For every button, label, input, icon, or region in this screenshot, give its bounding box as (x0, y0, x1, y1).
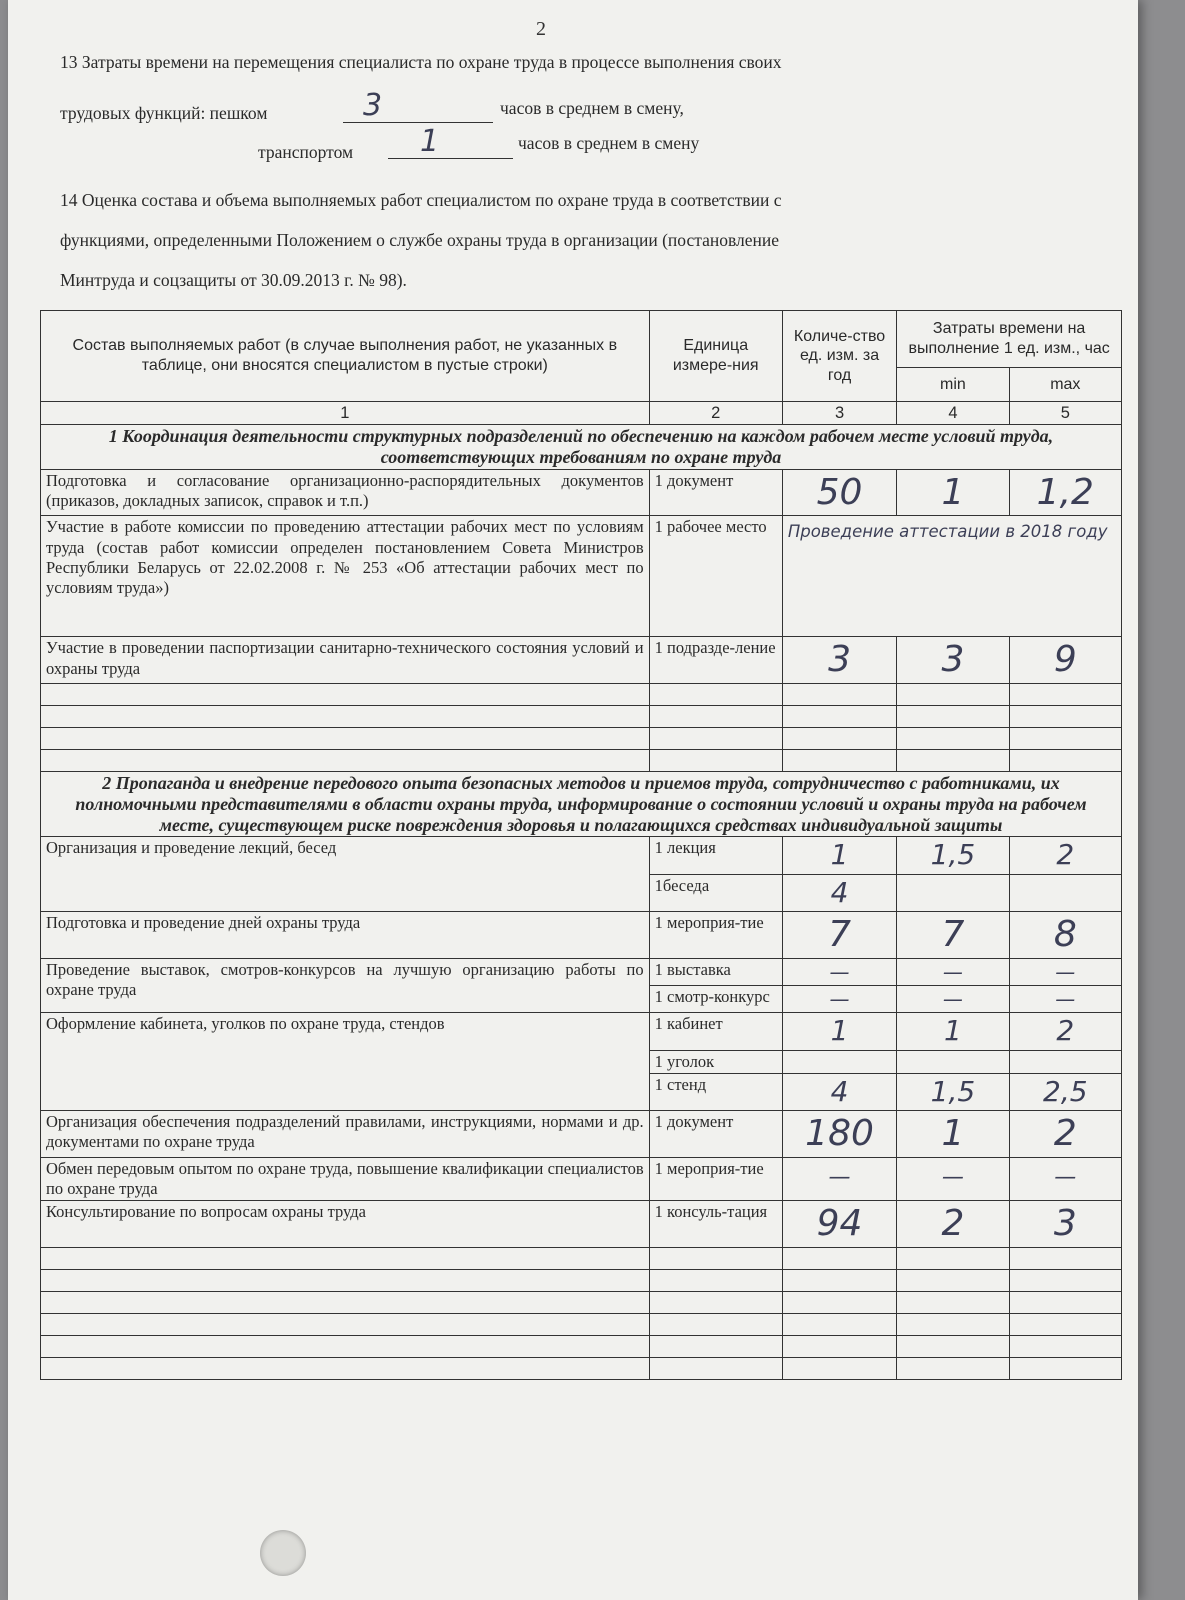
max-cell[interactable]: 9 (1009, 637, 1121, 684)
max-cell[interactable]: — (1009, 985, 1121, 1012)
work-cell: Подготовка и согласование организационно-распорядительных документов (приказов, докладных записок, справок и т.п.) (41, 469, 650, 516)
item14-line2: функциями, определенными Положением о службе охраны труда в организации (постановление (60, 230, 780, 250)
qty-cell[interactable]: 180 (782, 1110, 896, 1157)
transport-hours-field[interactable] (388, 136, 513, 159)
table-row (41, 1013, 1122, 1050)
table-row (41, 1200, 1122, 1247)
unit-cell: 1беседа (649, 874, 782, 911)
col-number-5: 5 (1009, 402, 1121, 425)
header-max: max (1009, 368, 1121, 402)
section2-heading-row (41, 772, 1122, 837)
max-cell[interactable]: — (1009, 958, 1121, 985)
item13-walking-label: трудовых функций: пешком (60, 103, 268, 123)
work-cell: Организация и проведение лекций, бесед (41, 837, 650, 911)
max-cell[interactable] (1009, 874, 1121, 911)
max-cell[interactable] (1009, 1050, 1121, 1073)
unit-cell: 1 мероприя-тие (649, 911, 782, 958)
empty-row[interactable] (41, 684, 1122, 706)
empty-row[interactable] (41, 728, 1122, 750)
item14-line1: 14 Оценка состава и объема выполняемых работ специалистом по охране труда в соответствии с (60, 190, 782, 210)
empty-row[interactable] (41, 1357, 1122, 1379)
header-col45: Затраты времени на выполнение 1 ед. изм., час (897, 311, 1122, 368)
table-row (41, 958, 1122, 985)
qty-cell[interactable]: 1 (782, 1013, 896, 1050)
unit-cell: 1 консуль-тация (649, 1200, 782, 1247)
max-cell[interactable]: 2,5 (1009, 1073, 1121, 1110)
work-cell: Проведение выставок, смотров-конкурсов на лучшую организацию работы по охране труда (41, 958, 650, 1013)
item13-walking-suffix: часов в среднем в смену, (500, 98, 684, 118)
table-row (41, 837, 1122, 874)
max-cell[interactable]: 2 (1009, 837, 1121, 874)
qty-cell[interactable]: 50 (782, 469, 896, 516)
qty-cell[interactable]: — (782, 958, 896, 985)
work-cell: Подготовка и проведение дней охраны труда (41, 911, 650, 958)
item13-transport-label: транспортом (258, 142, 354, 162)
min-cell[interactable]: — (897, 958, 1009, 985)
empty-row[interactable] (41, 1313, 1122, 1335)
unit-cell: 1 кабинет (649, 1013, 782, 1050)
col-number-2: 2 (649, 402, 782, 425)
empty-row[interactable] (41, 1269, 1122, 1291)
work-cell: Консультирование по вопросам охраны труда (41, 1200, 650, 1247)
empty-row[interactable] (41, 1335, 1122, 1357)
min-cell[interactable]: 1,5 (897, 837, 1009, 874)
qty-cell[interactable]: 3 (782, 637, 896, 684)
work-cell: Участие в работе комиссии по проведению аттестации рабочих мест по условиям труда (состав работ комиссии определен постановлением Совета Министров Республики Беларусь от 22.02.2008 г. № 253 «Об аттестации рабочих мест по условиям труда») (41, 516, 650, 637)
qty-cell[interactable]: 1 (782, 837, 896, 874)
min-cell[interactable]: — (897, 1157, 1009, 1200)
work-cell: Участие в проведении паспортизации санитарно-технического состояния условий и охраны труда (41, 637, 650, 684)
header-col3: Количе-ство ед. изм. за год (782, 311, 896, 402)
min-cell[interactable]: 1 (897, 469, 1009, 516)
max-cell[interactable]: — (1009, 1157, 1121, 1200)
min-cell[interactable] (897, 874, 1009, 911)
qty-cell[interactable]: — (782, 1157, 896, 1200)
qty-cell[interactable]: 4 (782, 874, 896, 911)
min-cell[interactable]: 1 (897, 1110, 1009, 1157)
col-number-3: 3 (782, 402, 896, 425)
walking-hours-value: 3 (363, 88, 383, 123)
header-min: min (897, 368, 1009, 402)
unit-cell: 1 лекция (649, 837, 782, 874)
unit-cell: 1 рабочее место (649, 516, 782, 637)
item13-transport-suffix: часов в среднем в смену (518, 133, 700, 153)
unit-cell: 1 мероприя-тие (649, 1157, 782, 1200)
empty-row[interactable] (41, 1247, 1122, 1269)
document-page (8, 0, 1138, 1600)
header-col1: Состав выполняемых работ (в случае выполнения работ, не указанных в таблице, они вносятся специалистом в пустые строки) (41, 311, 650, 402)
work-assessment-table (40, 310, 1122, 1380)
unit-cell: 1 документ (649, 1110, 782, 1157)
table-row (41, 637, 1122, 684)
min-cell[interactable]: 7 (897, 911, 1009, 958)
unit-cell: 1 стенд (649, 1073, 782, 1110)
qty-cell[interactable]: — (782, 985, 896, 1012)
table-header-row (41, 311, 1122, 368)
max-cell[interactable]: 2 (1009, 1110, 1121, 1157)
empty-row[interactable] (41, 1291, 1122, 1313)
min-cell[interactable]: 1 (897, 1013, 1009, 1050)
max-cell[interactable]: 3 (1009, 1200, 1121, 1247)
min-cell[interactable]: 3 (897, 637, 1009, 684)
section2-heading: 2 Пропаганда и внедрение передового опыта безопасных методов и приемов труда, сотрудничество с работниками, их полномочными представителями в области охраны труда, информирование о состоянии условий и охраны труда на рабочем месте, существующем риске повреждения здоровья и полагающихся средствах индивидуальной защиты (41, 772, 1122, 837)
unit-cell: 1 смотр-конкурс (649, 985, 782, 1012)
min-cell[interactable]: — (897, 985, 1009, 1012)
max-cell[interactable]: 2 (1009, 1013, 1121, 1050)
qty-cell[interactable]: 7 (782, 911, 896, 958)
unit-cell: 1 документ (649, 469, 782, 516)
work-cell: Оформление кабинета, уголков по охране труда, стендов (41, 1013, 650, 1110)
item14-line3: Минтруда и соцзащиты от 30.09.2013 г. № 98). (60, 270, 407, 290)
binder-hole (260, 1530, 306, 1576)
col-number-1: 1 (41, 402, 650, 425)
table-row (41, 1110, 1122, 1157)
max-cell[interactable]: 1,2 (1009, 469, 1121, 516)
qty-cell[interactable]: 4 (782, 1073, 896, 1110)
min-cell[interactable]: 2 (897, 1200, 1009, 1247)
table-row (41, 516, 1122, 637)
column-numbers-row (41, 402, 1122, 425)
min-cell[interactable]: 1,5 (897, 1073, 1009, 1110)
table-row (41, 1157, 1122, 1200)
table-row (41, 911, 1122, 958)
empty-row[interactable] (41, 706, 1122, 728)
section1-heading-row (41, 425, 1122, 469)
unit-cell: 1 выставка (649, 958, 782, 985)
unit-cell: 1 уголок (649, 1050, 782, 1073)
transport-hours-value: 1 (420, 124, 440, 159)
unit-cell: 1 подразде-ление (649, 637, 782, 684)
col-number-4: 4 (897, 402, 1009, 425)
qty-cell[interactable] (782, 1050, 896, 1073)
min-cell[interactable] (897, 1050, 1009, 1073)
work-cell: Организация обеспечения подразделений правилами, инструкциями, нормами и др. документами по охране труда (41, 1110, 650, 1157)
empty-row[interactable] (41, 750, 1122, 772)
table-row (41, 469, 1122, 516)
section1-heading: 1 Координация деятельности структурных подразделений по обеспечению на каждом рабочем месте условий труда, соответствующих требованиям по охране труда (41, 425, 1122, 469)
header-col2: Единица измере-ния (649, 311, 782, 402)
handwritten-note[interactable]: Проведение аттестации в 2018 году (782, 516, 1121, 637)
max-cell[interactable]: 8 (1009, 911, 1121, 958)
qty-cell[interactable]: 94 (782, 1200, 896, 1247)
work-cell: Обмен передовым опытом по охране труда, повышение квалификации специалистов по охране труда (41, 1157, 650, 1200)
page-number: 2 (536, 18, 546, 40)
item13-line1: 13 Затраты времени на перемещения специалиста по охране труда в процессе выполнения своих (60, 52, 782, 72)
